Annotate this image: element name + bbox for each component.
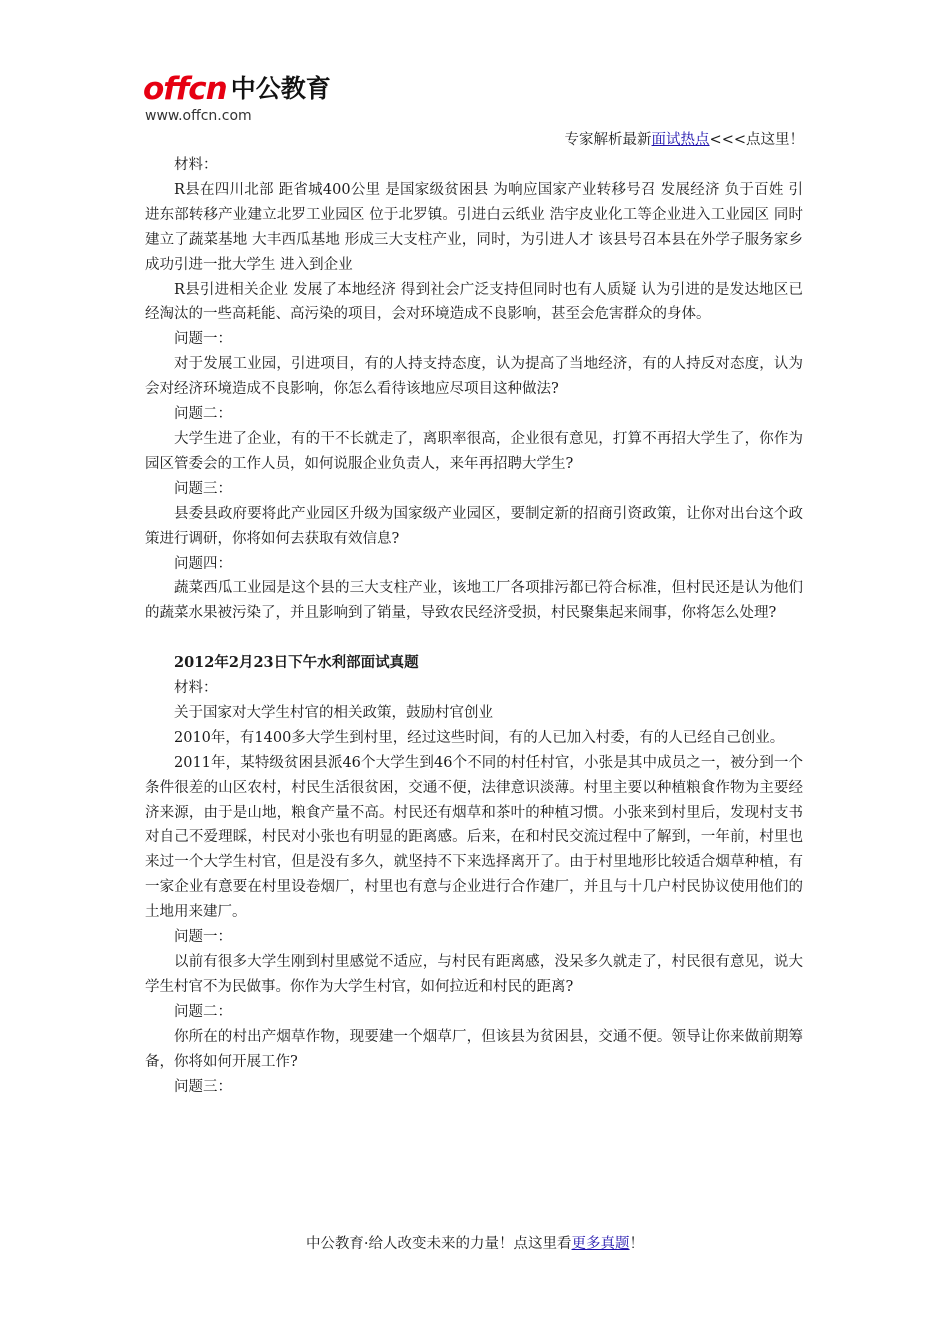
section2-question-2-label: 问题二：: [174, 1003, 232, 1020]
section2-title: 2012年2月23日下午水利部面试真题: [174, 654, 419, 672]
document-body: [145, 153, 803, 1099]
section2-question-1: 以前有很多大学生刚到村里感觉不适应，与村民有距离感，没呆多久就走了，村民很有意见，说大学生村官不为民做事。你作为大学生村官，如何拉近和村民的距离?: [145, 953, 803, 995]
section2-paragraph-3: 2011年，某特级贫困县派46个大学生到46个不同的村任村官，小张是其中成员之一，被分到一个条件很差的山区农村，村民生活很贫困，交通不便，法律意识淡薄。村里主要以种植粮食作物为主要经济来源，由于是山地，粮食产量不高。村民还有烟草和茶叶的种植习惯。小张来到村里后，发现村支书对自己不爱理睬，村民对小张也有明显的距离感。后来，在和村民交流过程中了解到，一年前，村里也来过一个大学生村官，但是没有多久，就坚持不下来选择离开了。由于村里地形比较适合烟草种植，有一家企业有意要在村里设卷烟厂，村里也有意与企业进行合作建厂，并且与十几户村民协议使用他们的土地用来建厂。: [145, 754, 803, 921]
footer-promo-line: [0, 1234, 950, 1254]
logo-url-text: www.offcn.com: [145, 108, 252, 124]
section1-paragraph-2: R县引进相关企业 发展了本地经济 得到社会广泛支持但同时也有人质疑 认为引进的是发达地区已经淘汰的一些高耗能、高污染的项目，会对环境造成不良影响，甚至会危害群众的身体。: [145, 281, 803, 323]
section1-material-label: 材料：: [174, 157, 218, 173]
section2-paragraph-2: 2010年，有1400多大学生到村里，经过这些时间，有的人已加入村委，有的人已经自己创业。: [174, 729, 785, 746]
top-promo-suffix: <<<点这里！: [709, 132, 804, 148]
section1-paragraph-1: R县在四川北部 距省城400公里 是国家级贫困县 为响应国家产业转移号召 发展经济 负于百姓 引进东部转移产业建立北罗工业园区 位于北罗镇。引进白云纸业 浩宇皮业化工等企业进入工业园区 同时建立了蔬菜基地 大丰西瓜基地 形成三大支柱产业，同时，为引进人才 该县号召本县在外学子服务家乡成功引进一批大学生 进入到企业: [145, 181, 803, 273]
footer-prefix: 中公教育·给人改变未来的力量！点这里看: [305, 1236, 572, 1252]
logo-chinese-text: 中公教育: [230, 74, 331, 103]
offcn-logo[interactable]: [143, 66, 343, 130]
section1-question-2-label: 问题二：: [174, 406, 232, 423]
section1-question-4-label: 问题四：: [174, 555, 232, 572]
section2-question-3-label: 问题三：: [174, 1078, 232, 1095]
section2-question-1-label: 问题一：: [174, 929, 232, 946]
section1-question-3-label: 问题三：: [174, 480, 232, 497]
more-questions-link[interactable]: 更多真题: [571, 1236, 630, 1252]
interview-hot-link[interactable]: 面试热点: [651, 132, 710, 148]
top-promo-line: [565, 130, 804, 150]
logo-offcn-text: offcn: [143, 71, 227, 107]
section1-question-3: 县委县政府要将此产业园区升级为国家级产业园区，要制定新的招商引资政策，让你对出台这个政策进行调研，你将如何去获取有效信息?: [145, 505, 803, 547]
section1-question-4: 蔬菜西瓜工业园是这个县的三大支柱产业，该地工厂各项排污都已符合标准，但村民还是认为他们的蔬菜水果被污染了，并且影响到了销量，导致农民经济受损，村民聚集起来闹事，你将怎么处理?: [145, 580, 803, 622]
top-promo-prefix: 专家解析最新: [564, 132, 652, 148]
logo-wordmark: [143, 66, 331, 106]
section1-question-1-label: 问题一：: [174, 331, 232, 348]
section1-question-1: 对于发展工业园，引进项目，有的人持支持态度，认为提高了当地经济，有的人持反对态度，认为会对经济环境造成不良影响，你怎么看待该地应尽项目这种做法?: [145, 356, 803, 398]
section2-question-2: 你所在的村出产烟草作物，现要建一个烟草厂，但该县为贫困县，交通不便。领导让你来做前期筹备，你将如何开展工作?: [145, 1028, 803, 1070]
section2-material-label: 材料：: [174, 680, 218, 697]
section1-question-2: 大学生进了企业，有的干不长就走了，离职率很高，企业很有意见，打算不再招大学生了，你作为园区管委会的工作人员，如何说服企业负责人，来年再招聘大学生?: [145, 430, 803, 472]
section2-paragraph-1: 关于国家对大学生村官的相关政策，鼓励村官创业: [174, 704, 493, 721]
section-spacer: [145, 626, 803, 651]
footer-suffix: ！: [629, 1236, 645, 1252]
